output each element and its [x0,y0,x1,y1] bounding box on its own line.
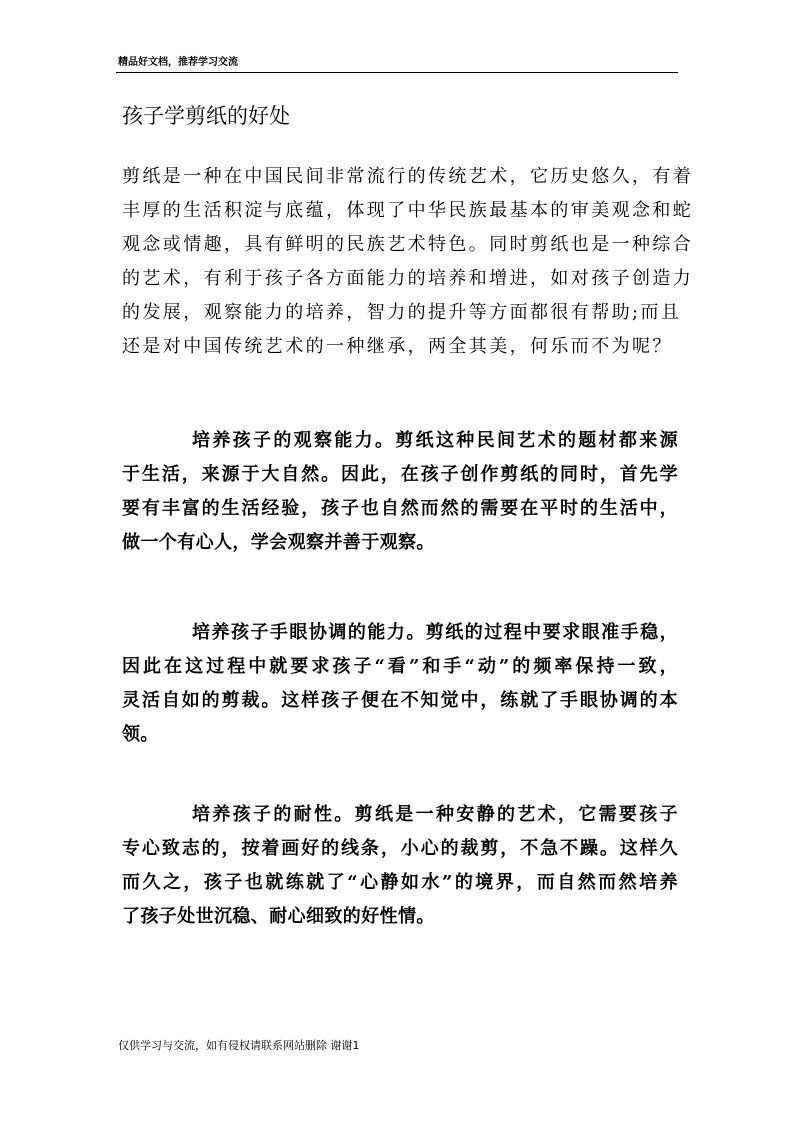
intro-line: 观念或情趣，具有鲜明的民族艺术特色。同时剪纸也是一种综合 [122,234,694,255]
paragraph-line: 要有丰富的生活经验，孩子也自然而然的需要在平时的生活中， [122,498,678,519]
intro-line: 丰厚的生活积淀与底蕴，体现了中华民族最基本的审美观念和蛇 [122,200,694,221]
intro-paragraph [122,160,694,364]
intro-line: 剪纸是一种在中国民间非常流行的传统艺术，它历史悠久，有着 [122,166,694,187]
header-divider [116,72,678,73]
page-footer: 仅供学习与交流，如有侵权请联系网站删除 谢谢1 [118,1039,360,1052]
paragraph-line: 培养孩子的观察能力。剪纸这种民间艺术的题材都来源 [192,430,678,451]
paragraph-line: 培养孩子手眼协调的能力。剪纸的过程中要求眼准手稳， [192,622,678,643]
intro-line: 的艺术，有利于孩子各方面能力的培养和增进，如对孩子创造力 [122,268,694,289]
page-header: 精品好文档，推荐学习交流 [118,57,238,68]
paragraph-line: 领。 [122,724,159,745]
intro-line: 的发展，观察能力的培养，智力的提升等方面都很有帮助;而且 [122,302,682,323]
paragraph-line: 做一个有心人，学会观察并善于观察。 [122,532,435,553]
paragraph-line: 了孩子处世沉稳、耐心细致的好性情。 [122,906,435,927]
observation-paragraph [122,424,678,560]
paragraph-line: 而久之，孩子也就练就了“心静如水”的境界，而自然而然培养 [122,872,678,893]
intro-line: 还是对中国传统艺术的一种继承，两全其美，何乐而不为呢？ [122,336,673,357]
patience-paragraph [122,798,678,934]
paragraph-line: 灵活自如的剪裁。这样孩子便在不知觉中，练就了手眼协调的本 [122,690,678,711]
document-title: 孩子学剪纸的好处 [122,104,290,128]
coordination-paragraph [122,616,678,752]
paragraph-line: 因此在这过程中就要求孩子“看”和手“动”的频率保持一致， [122,656,678,677]
paragraph-line: 专心致志的，按着画好的线条，小心的裁剪，不急不躁。这样久 [122,838,678,859]
paragraph-line: 培养孩子的耐性。剪纸是一种安静的艺术，它需要孩子 [192,804,678,825]
paragraph-line: 于生活，来源于大自然。因此，在孩子创作剪纸的同时，首先学 [122,464,678,485]
